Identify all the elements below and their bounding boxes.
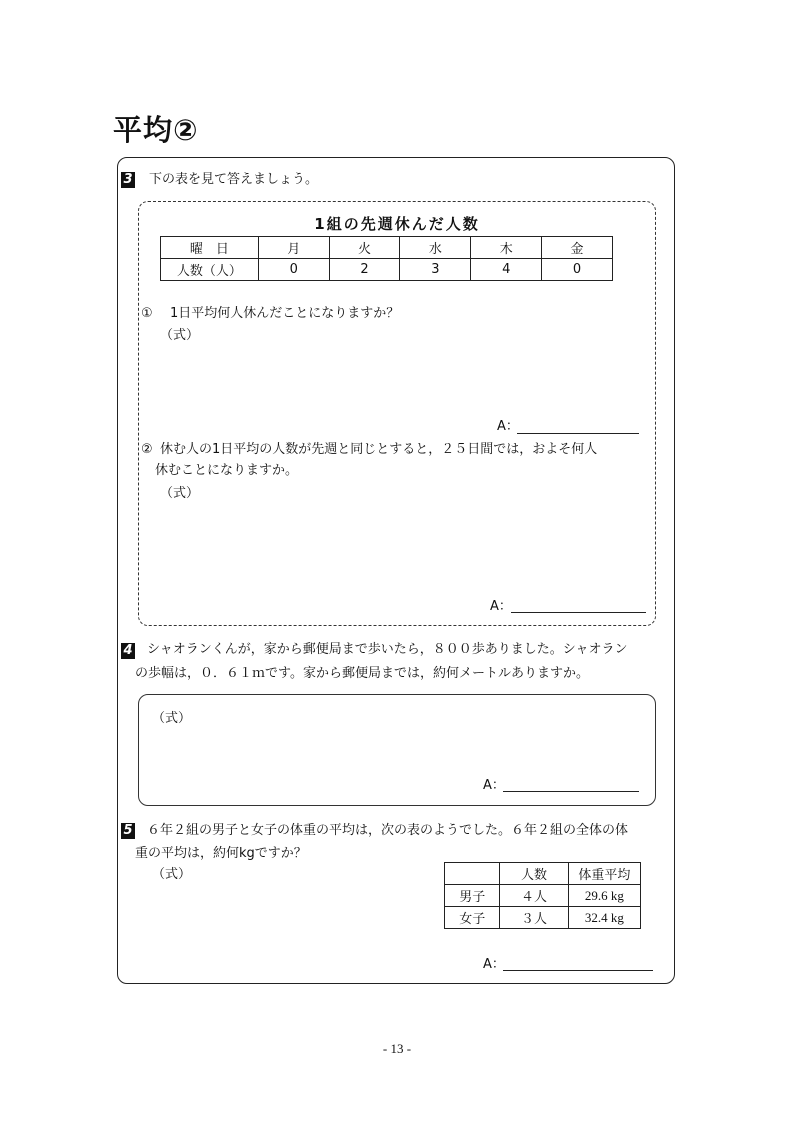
absence-table (160, 236, 613, 281)
question-5-answer-line[interactable] (503, 970, 653, 971)
sub-question-2-answer-line[interactable] (511, 612, 646, 613)
table-header-thu: 木 (471, 237, 542, 259)
absence-table-caption: 1組の先週休んだ人数 (314, 215, 480, 233)
question-4-number: 4 (121, 643, 135, 659)
weight-table-header-average: 体重平均 (568, 863, 640, 885)
table-cell-fri: 0 (542, 259, 613, 281)
question-4-text-line2: の歩幅は，０．６１ｍです。家から郵便局までは，約何メートルありますか。 (135, 666, 589, 681)
sub-question-1-answer-line[interactable] (517, 433, 639, 434)
table-cell-wed: 3 (400, 259, 471, 281)
weight-table-row-boys-count: ４人 (500, 885, 568, 907)
weight-table-header-count: 人数 (500, 863, 568, 885)
table-cell-mon: 0 (258, 259, 329, 281)
question-5-answer-label: A： (483, 957, 505, 972)
question-4-answer-label: A： (483, 778, 505, 793)
question-4-formula-label: （式） (152, 711, 192, 726)
table-header-fri: 金 (542, 237, 613, 259)
sub-question-2-text-line2: 休むことになりますか。 (155, 463, 299, 478)
question-5-text-line1: ６年２組の男子と女子の体重の平均は，次の表のようでした。６年２組の全体の体 (147, 823, 629, 838)
table-row-label: 人数（人） (161, 259, 259, 281)
question-5-formula-label: （式） (152, 867, 192, 882)
weight-table-row-girls-average: 32.4 kg (568, 907, 640, 929)
page-number: - 13 - (382, 1041, 412, 1056)
weight-table-row-boys-label: 男子 (445, 885, 500, 907)
weight-table-row-boys-average: 29.6 kg (568, 885, 640, 907)
sub-question-2-formula-label: （式） (160, 486, 200, 501)
sub-question-2-answer-label: A： (490, 599, 512, 614)
sub-question-2-text-line1: 休む人の1日平均の人数が先週と同じとすると，２５日間では，およそ何人 (160, 442, 598, 457)
question-4-answer-line[interactable] (503, 791, 639, 792)
table-cell-tue: 2 (329, 259, 400, 281)
question-5-number: 5 (121, 823, 135, 839)
table-header-wed: 水 (400, 237, 471, 259)
table-cell-thu: 4 (471, 259, 542, 281)
weight-table (444, 862, 641, 929)
sub-question-1-marker: ① (141, 306, 153, 321)
question-3-prompt: 下の表を見て答えましょう。 (149, 172, 319, 187)
sub-question-1-answer-label: A： (497, 419, 519, 434)
sub-question-1-text: 1日平均何人休んだことになりますか？ (170, 306, 400, 321)
sub-question-2-marker: ② (141, 442, 153, 457)
weight-table-row-girls-count: ３人 (500, 907, 568, 929)
weight-table-header-blank (445, 863, 500, 885)
table-header-mon: 月 (258, 237, 329, 259)
question-5-text-line2: 重の平均は，約何kgですか？ (135, 846, 307, 861)
question-4-text-line1: シャオランくんが，家から郵便局まで歩いたら，８００歩ありました。シャオラン (147, 642, 628, 657)
page-title: 平均② (113, 113, 199, 147)
sub-question-1-formula-label: （式） (160, 328, 200, 343)
question-3-number: 3 (121, 172, 135, 188)
table-header-tue: 火 (329, 237, 400, 259)
weight-table-row-girls-label: 女子 (445, 907, 500, 929)
table-header-day: 曜 日 (161, 237, 259, 259)
question-4-answer-box (138, 694, 656, 806)
